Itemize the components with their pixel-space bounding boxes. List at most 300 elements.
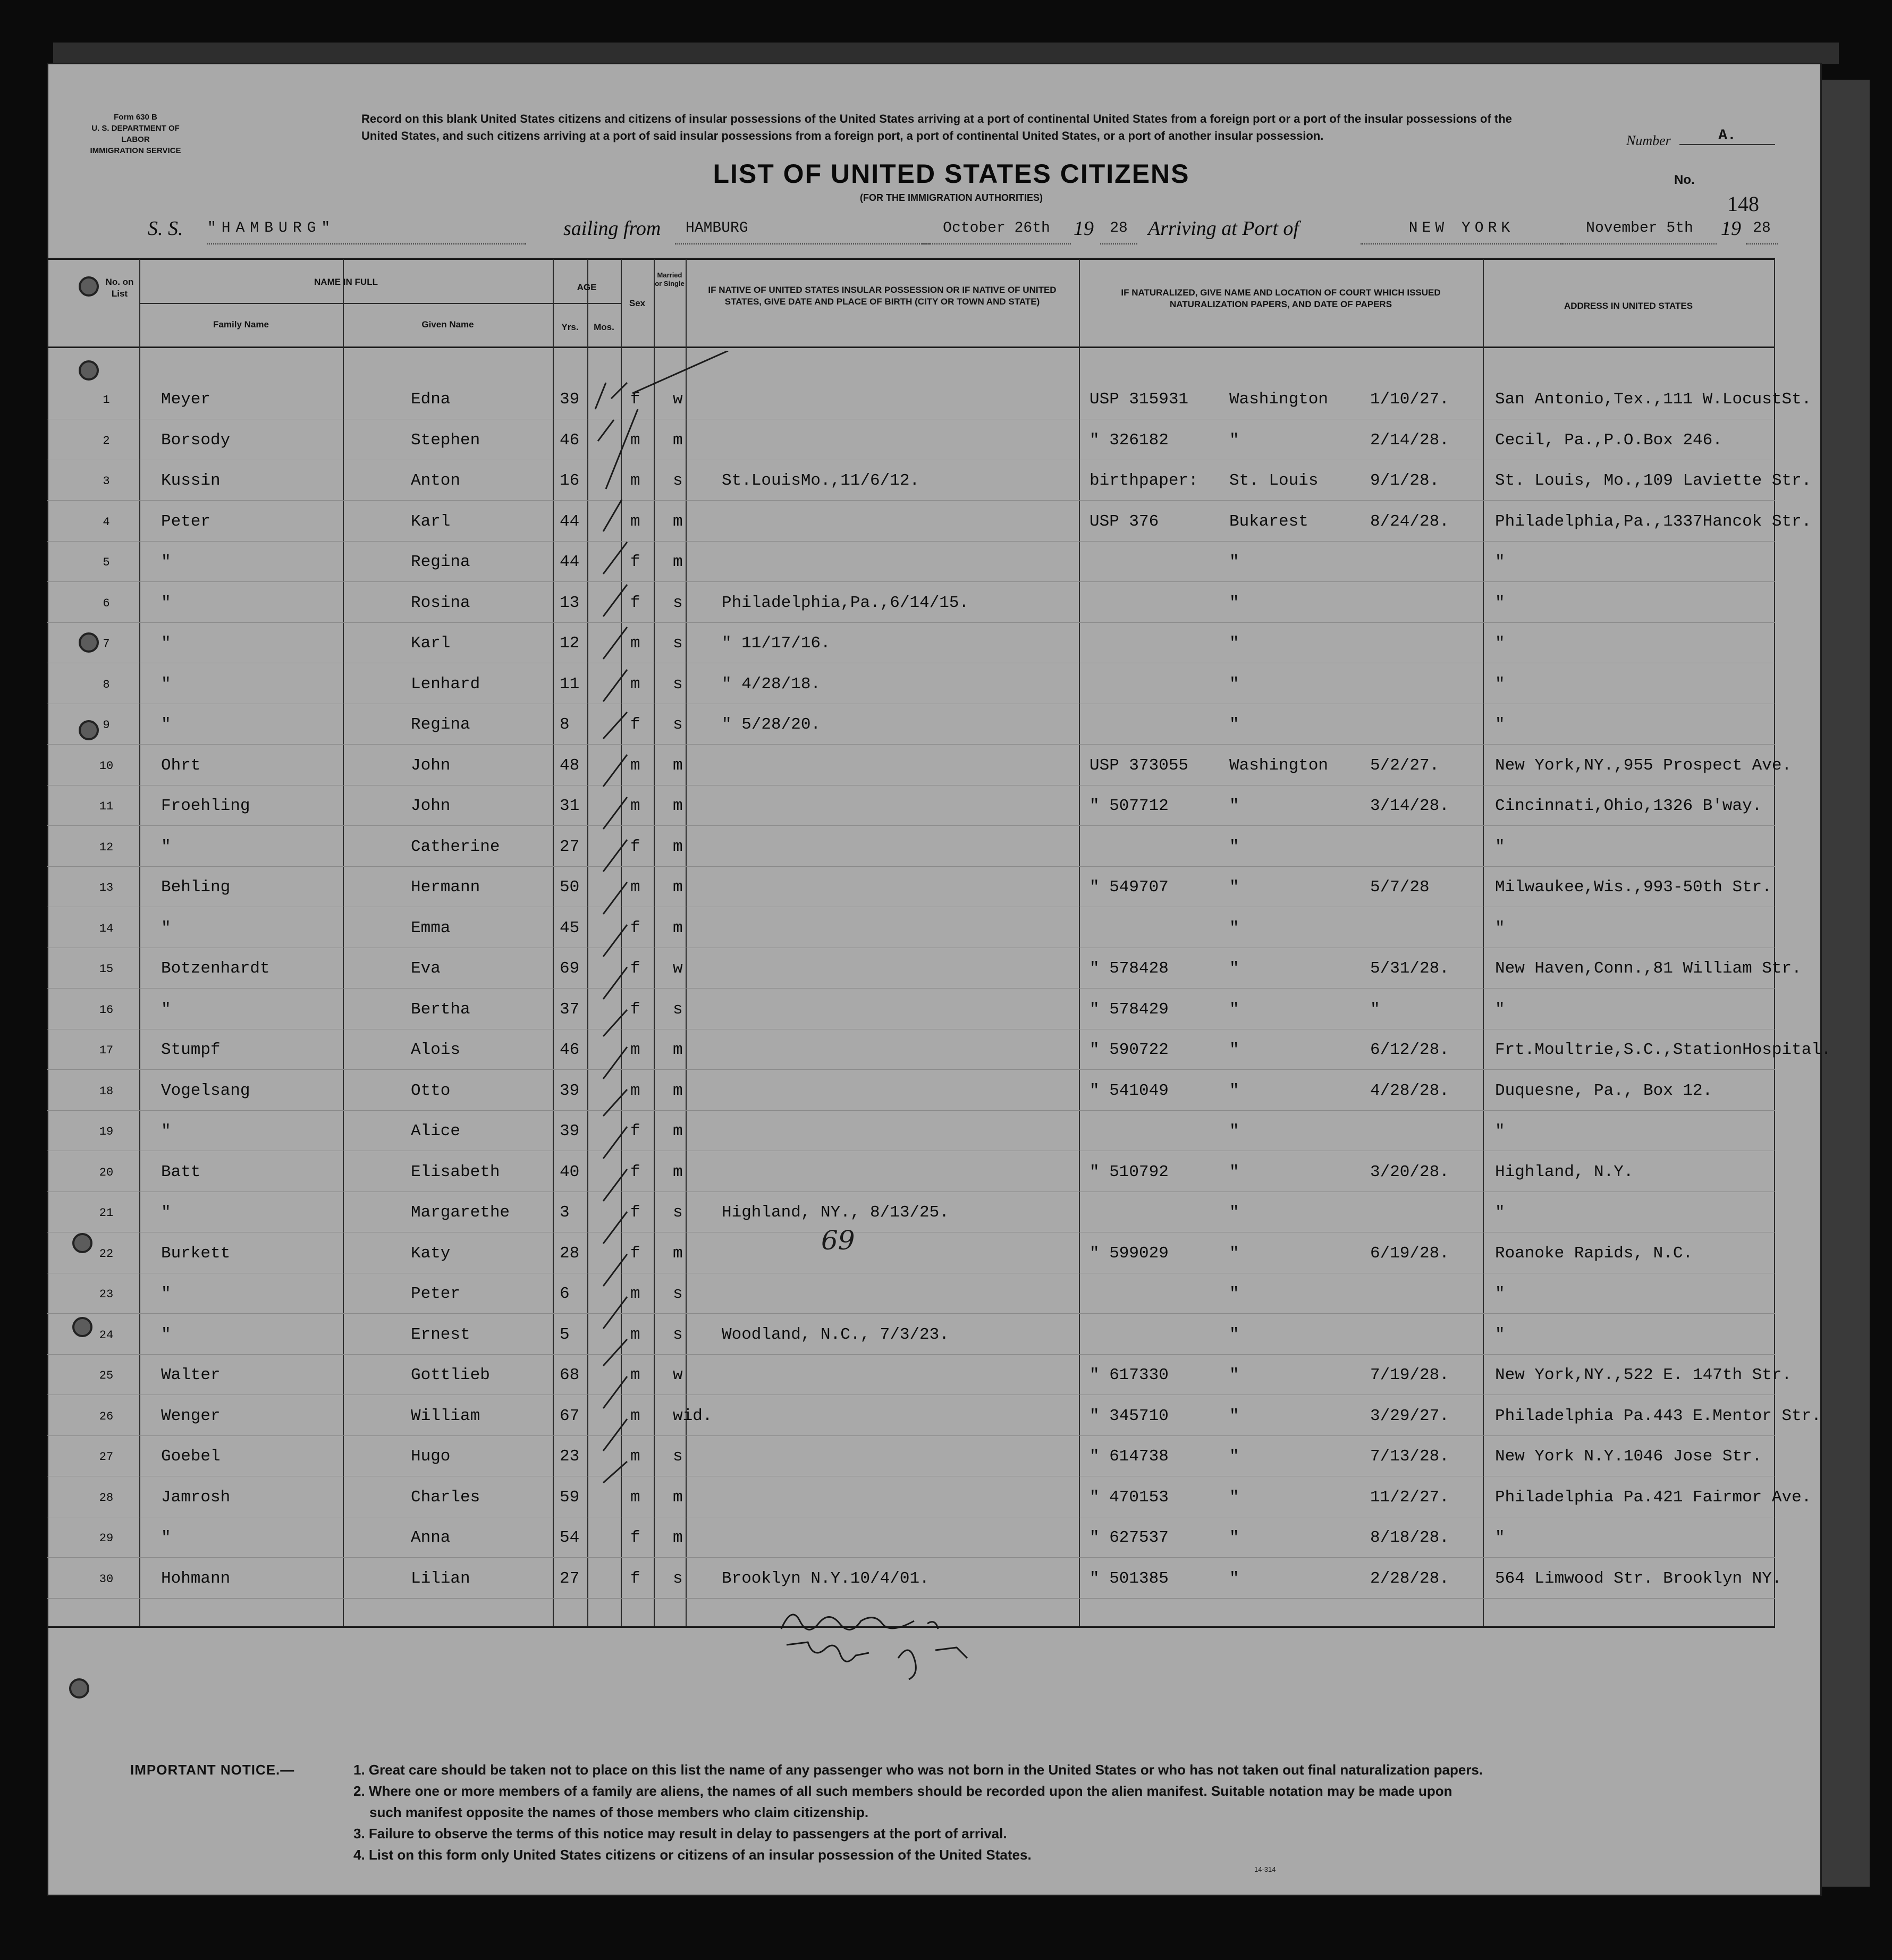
cell-age: 44 [560,553,580,571]
cell-no: 7 [103,637,110,650]
cell-ms: m [673,553,683,571]
cell-no: 11 [99,800,114,813]
col-header-mos: Mos. [594,322,614,332]
cell-given: Hermann [411,878,480,897]
cell-ms: wid. [673,1406,713,1425]
cell-family: Peter [161,512,211,531]
notice-item-4: 4. List on this form only United States citizens or citizens of an insular possession of the United States. [353,1847,1032,1863]
cell-address: New York,NY.,522 E. 147th Str. [1495,1366,1792,1384]
cell-birth: " 4/28/18. [722,674,821,694]
cell-address: Cecil, Pa.,P.O.Box 246. [1495,430,1722,450]
col-header-married: Married or Single [655,271,685,288]
cell-court: " [1229,797,1239,815]
cell-address: New York N.Y.1046 Jose Str. [1495,1447,1762,1466]
cell-address: Philadelphia Pa.421 Fairmor Ave. [1495,1488,1812,1507]
scan-background-top [53,43,1839,64]
cell-family: " [161,1285,171,1303]
cell-age: 46 [560,430,580,450]
notice-item-3: 3. Failure to observe the terms of this notice may result in delay to passengers at the port of arrival. [353,1826,1007,1841]
cell-cert: " 578428 [1089,959,1169,978]
cell-birth: Highland, NY., 8/13/25. [722,1203,949,1222]
cell-date: 6/12/28. [1370,1041,1449,1059]
sailing-date: October 26th [922,217,1071,244]
cell-address: Philadelphia Pa.443 E.Mentor Str. [1495,1406,1821,1425]
cell-family: Meyer [161,390,211,409]
cell-court: " [1229,430,1239,450]
cell-address: Milwaukee,Wis.,993-50th Str. [1495,878,1772,897]
cell-date: 3/29/27. [1370,1406,1449,1425]
punch-hole [79,276,99,297]
cell-ms: s [673,715,683,734]
cell-given: Rosina [411,593,470,612]
cell-given: Gottlieb [411,1366,490,1384]
notice-item-2-cont: such manifest opposite the names of those members who claim citizenship. [369,1804,869,1820]
cell-given: Catherine [411,837,500,856]
cell-family: " [161,1203,171,1222]
table-row [47,1110,1775,1151]
cell-date: 11/2/27. [1370,1488,1449,1507]
cell-date: 2/14/28. [1370,430,1449,450]
table-row [47,948,1802,989]
cell-sex: m [630,512,640,531]
table-row [47,1314,1775,1355]
cell-family: " [161,553,171,571]
col-header-age: AGE [577,282,597,292]
cell-sex: f [630,553,640,571]
cell-no: 2 [103,434,110,447]
cell-no: 24 [99,1328,114,1342]
cell-given: John [411,797,451,815]
cell-family: Wenger [161,1406,221,1425]
cell-no: 8 [103,678,110,691]
cell-age: 39 [560,1122,580,1140]
cell-age: 28 [560,1244,580,1263]
cell-given: Peter [411,1285,461,1303]
cell-cert: USP 376 [1089,512,1159,531]
cell-court: " [1229,1325,1239,1344]
cell-no: 15 [99,962,114,976]
cell-sex: m [630,471,640,490]
table-row [47,1232,1775,1273]
handwritten-note: 69 [821,1225,855,1256]
cell-ms: m [673,430,683,450]
cell-given: Stephen [411,430,480,450]
col-header-name-in-full: NAME IN FULL [314,277,378,287]
sailing-from-port: HAMBURG [675,217,930,244]
cell-address: St. Louis, Mo.,109 Laviette Str. [1495,471,1812,490]
cell-sex: m [630,1447,640,1466]
cell-ms: m [673,1122,683,1140]
cell-age: 45 [560,918,580,937]
table-row [47,785,1775,826]
cell-ms: m [673,878,683,897]
cell-address: Highland, N.Y. [1495,1162,1634,1181]
cell-ms: s [673,1285,683,1303]
col-header-no: No. on List [105,277,134,299]
cell-given: Karl [411,512,451,531]
cell-no: 29 [99,1532,114,1545]
cell-given: John [411,756,451,775]
cell-age: 16 [560,471,580,490]
table-row [47,1558,1782,1599]
table-row [47,1070,1775,1111]
table-row [47,1435,1775,1476]
cell-sex: f [630,1528,640,1547]
cell-no: 20 [99,1165,114,1179]
cell-no: 28 [99,1491,114,1505]
cell-no: 25 [99,1369,114,1382]
cell-sex: f [630,1000,640,1019]
cell-age: 40 [560,1162,580,1181]
cell-court: " [1229,1081,1239,1100]
cell-address: San Antonio,Tex.,111 W.LocustSt. [1495,390,1812,409]
cell-court: " [1229,1162,1239,1181]
table-header-rule [47,347,1775,348]
punch-hole [79,360,99,381]
cell-address: " [1495,1325,1505,1344]
arrival-date: November 5th [1562,217,1717,244]
cell-no: 22 [99,1247,114,1261]
cell-court: " [1229,1285,1239,1303]
cell-sex: m [630,1081,640,1100]
cell-sex: m [630,878,640,897]
cell-sex: f [630,1203,640,1222]
ss-label: S. S. [148,217,183,240]
cell-family: Batt [161,1162,201,1181]
cell-no: 19 [99,1125,114,1138]
cell-ms: m [673,1528,683,1547]
cell-family: " [161,1528,171,1547]
department-name: U. S. DEPARTMENT OF LABOR [91,124,180,144]
cell-address: " [1495,1122,1505,1140]
cell-court: Washington [1229,756,1329,775]
cell-date: 8/18/28. [1370,1528,1449,1547]
cell-cert: " 510792 [1089,1162,1169,1181]
cell-age: 27 [560,1569,580,1588]
cell-sex: m [630,1041,640,1059]
cell-sex: f [630,918,640,937]
cell-birth: Philadelphia,Pa.,6/14/15. [722,593,969,612]
table-row [47,866,1775,907]
cell-no: 10 [99,759,114,773]
punch-hole [69,1678,89,1699]
cell-court: " [1229,634,1239,653]
cell-ms: s [673,1203,683,1222]
cell-address: New York,NY.,955 Prospect Ave. [1495,756,1792,775]
cell-family: Botzenhardt [161,959,270,978]
arriving-port: NEW YORK [1361,217,1562,244]
cell-family: Froehling [161,797,250,815]
sailing-year: 28 [1100,217,1137,244]
cell-ms: m [673,1488,683,1507]
cell-given: Anton [411,471,461,490]
cell-given: Katy [411,1244,451,1263]
cell-no: 4 [103,515,110,529]
cell-address: Duquesne, Pa., Box 12. [1495,1081,1713,1100]
cell-given: William [411,1406,480,1425]
table-row [47,378,1812,419]
punch-hole [72,1317,92,1337]
cell-sex: f [630,715,640,734]
cell-ms: s [673,1569,683,1588]
print-code: 14-314 [1254,1865,1276,1873]
cell-family: " [161,1122,171,1140]
cell-court: " [1229,553,1239,571]
cell-cert: " 507712 [1089,797,1169,815]
cell-court: " [1229,878,1239,897]
table-row [47,1273,1775,1314]
table-row [47,989,1775,1029]
cell-ms: w [673,1366,683,1384]
notice-lead: IMPORTANT NOTICE.— [130,1762,295,1778]
cell-ms: w [673,390,683,409]
cell-date: 7/19/28. [1370,1366,1449,1384]
table-row [47,1192,1775,1232]
cell-address: 564 Limwood Str. Brooklyn NY. [1495,1569,1782,1588]
col-header-address: ADDRESS IN UNITED STATES [1564,301,1693,311]
page-subtitle: (FOR THE IMMIGRATION AUTHORITIES) [860,192,1043,203]
cell-age: 11 [560,674,580,694]
cell-ms: s [673,674,683,694]
cell-age: 39 [560,1081,580,1100]
cell-no: 30 [99,1572,114,1586]
cell-given: Alois [411,1041,461,1059]
cell-date: " [1370,1000,1380,1019]
cell-family: Jamrosh [161,1488,231,1507]
table-top-rule [47,258,1775,260]
table-row [47,1354,1792,1395]
cell-family: Stumpf [161,1041,221,1059]
table-row [47,745,1792,785]
cell-address: " [1495,1528,1505,1547]
cell-court: " [1229,674,1239,694]
cell-ms: m [673,837,683,856]
cell-given: Hugo [411,1447,451,1466]
cell-court: " [1229,1000,1239,1019]
notice-item-2: 2. Where one or more members of a family are aliens, the names of all such members should be recorded upon the alien manifest. Suitable notation may be made upon [353,1783,1452,1799]
table-row [47,1517,1775,1558]
cell-address: Cincinnati,Ohio,1326 B'way. [1495,797,1762,815]
cell-court: " [1229,1244,1239,1263]
cell-age: 44 [560,512,580,531]
handwritten-check-marks [553,351,765,1626]
cell-cert: USP 373055 [1089,756,1189,775]
cell-cert: " 627537 [1089,1528,1169,1547]
cell-age: 23 [560,1447,580,1466]
cell-age: 37 [560,1000,580,1019]
cell-ms: m [673,797,683,815]
cell-birth: " 11/17/16. [722,634,831,653]
cell-date: 5/31/28. [1370,959,1449,978]
cell-family: Walter [161,1366,221,1384]
cell-family: Hohmann [161,1569,231,1588]
table-row [47,501,1812,542]
cell-age: 27 [560,837,580,856]
cell-no: 14 [99,922,114,935]
cell-court: " [1229,593,1239,612]
cell-ms: s [673,593,683,612]
cell-age: 3 [560,1203,570,1222]
cell-sex: f [630,1122,640,1140]
table-row [47,460,1812,501]
cell-address: " [1495,674,1505,694]
inspector-signature [776,1600,1031,1706]
cell-cert: birthpaper: [1089,471,1198,490]
cell-birth: Woodland, N.C., 7/3/23. [722,1325,949,1344]
cell-address: " [1495,918,1505,937]
cell-court: St. Louis [1229,471,1319,490]
form-number: Form 630 B [114,113,157,122]
cell-no: 12 [99,840,114,854]
cell-address: " [1495,593,1505,612]
cell-no: 16 [99,1003,114,1017]
cell-cert: " 470153 [1089,1488,1169,1507]
cell-court: " [1229,959,1239,978]
cell-family: " [161,1325,171,1344]
cell-date: 5/7/28 [1370,878,1430,897]
form-identifier [85,112,186,156]
cell-date: 7/13/28. [1370,1447,1449,1466]
col-header-family-name: Family Name [213,319,269,330]
cell-no: 27 [99,1450,114,1464]
cell-age: 67 [560,1406,580,1425]
cell-date: 5/2/27. [1370,756,1440,775]
cell-sex: f [630,959,640,978]
cell-court: Bukarest [1229,512,1308,531]
cell-sex: m [630,1366,640,1384]
cell-address: " [1495,1203,1505,1222]
number-label: Number [1626,133,1671,148]
cell-no: 3 [103,475,110,488]
cell-address: " [1495,1000,1505,1019]
cell-sex: m [630,1488,640,1507]
cell-address: " [1495,837,1505,856]
cell-age: 5 [560,1325,570,1344]
punch-hole [79,720,99,740]
cell-court: " [1229,715,1239,734]
punch-hole [79,632,99,653]
page-title: LIST OF UNITED STATES CITIZENS [713,159,1190,189]
cell-cert: " 541049 [1089,1081,1169,1100]
cell-sex: m [630,1285,640,1303]
cell-cert: " 345710 [1089,1406,1169,1425]
cell-date: 1/10/27. [1370,390,1449,409]
list-no-label: No. [1674,173,1695,187]
cell-sex: f [630,390,640,409]
cell-age: 48 [560,756,580,775]
cell-court: " [1229,918,1239,937]
cell-ms: w [673,959,683,978]
cell-date: 9/1/28. [1370,471,1440,490]
cell-age: 54 [560,1528,580,1547]
scan-background-right [1822,80,1870,1887]
cell-no: 21 [99,1206,114,1220]
cell-sex: m [630,756,640,775]
cell-sex: f [630,1244,640,1263]
cell-court: " [1229,1122,1239,1140]
cell-ms: m [673,1041,683,1059]
form-instructions: Record on this blank United States citizens and citizens of insular possessions of the United States arriving at a port of continental United States from a foreign port or a port of the insular possessions of the United States, and such citizens arriving at a port of said insular possessions from a foreign port, a port of continental United States, or a port of another insular possession. [361,112,1512,142]
cell-age: 46 [560,1041,580,1059]
arriving-label: Arriving at Port of [1148,217,1299,240]
cell-family: Vogelsang [161,1081,250,1100]
cell-ms: m [673,756,683,775]
cell-ms: m [673,918,683,937]
table-row [47,541,1775,582]
cell-family: Goebel [161,1447,221,1466]
header-subrule [139,303,621,304]
col-header-birth: IF NATIVE OF UNITED STATES INSULAR POSSESSION OR IF NATIVE OF UNITED STATES, GIVE DATE AND PLACE OF BIRTH (CITY OR TOWN AND STATE) [708,285,1057,307]
cell-given: Regina [411,715,470,734]
cell-cert: " 549707 [1089,878,1169,897]
cell-court: " [1229,1447,1239,1466]
col-header-sex: Sex [629,298,646,308]
cell-given: Bertha [411,1000,470,1019]
cell-family: Kussin [161,471,221,490]
cell-age: 68 [560,1366,580,1384]
cell-birth: St.LouisMo.,11/6/12. [722,471,920,490]
table-row [47,622,1775,663]
table-row [47,419,1775,460]
cell-given: Alice [411,1122,461,1140]
cell-cert: USP 315931 [1089,390,1189,409]
ship-name: "HAMBURG" [207,217,526,244]
cell-no: 17 [99,1044,114,1057]
cell-date: 2/28/28. [1370,1569,1449,1588]
cell-address: " [1495,634,1505,653]
cell-family: " [161,1000,171,1019]
cell-family: " [161,715,171,734]
cell-date: 3/20/28. [1370,1162,1449,1181]
cell-address: " [1495,1285,1505,1303]
cell-court: " [1229,837,1239,856]
cell-given: Elisabeth [411,1162,500,1181]
cell-sex: m [630,634,640,653]
cell-cert: " 501385 [1089,1569,1169,1588]
table-row [47,1395,1821,1436]
cell-age: 59 [560,1488,580,1507]
cell-no: 26 [99,1409,114,1423]
table-row [47,582,1775,623]
cell-age: 31 [560,797,580,815]
cell-given: Edna [411,390,451,409]
cell-family: " [161,918,171,937]
number-value: A. [1679,128,1775,145]
punch-hole [72,1233,92,1253]
cell-age: 39 [560,390,580,409]
list-no-value: 148 [1727,192,1759,216]
table-row [47,663,1775,704]
cell-birth: " 5/28/20. [722,715,821,734]
cell-address: " [1495,553,1505,571]
cell-court: " [1229,1041,1239,1059]
cell-given: Lenhard [411,674,480,694]
cell-age: 8 [560,715,570,734]
col-header-given-name: Given Name [421,319,474,330]
cell-address: Roanoke Rapids, N.C. [1495,1244,1693,1263]
cell-sex: f [630,1162,640,1181]
cell-age: 13 [560,593,580,612]
cell-given: Emma [411,918,451,937]
cell-address: Frt.Moultrie,S.C.,StationHospital. [1495,1041,1831,1059]
cell-family: " [161,674,171,694]
cell-ms: s [673,471,683,490]
cell-given: Charles [411,1488,480,1507]
cell-ms: s [673,1000,683,1019]
cell-family: Borsody [161,430,231,450]
cell-given: Eva [411,959,441,978]
sailing-from-label: sailing from [563,217,661,240]
